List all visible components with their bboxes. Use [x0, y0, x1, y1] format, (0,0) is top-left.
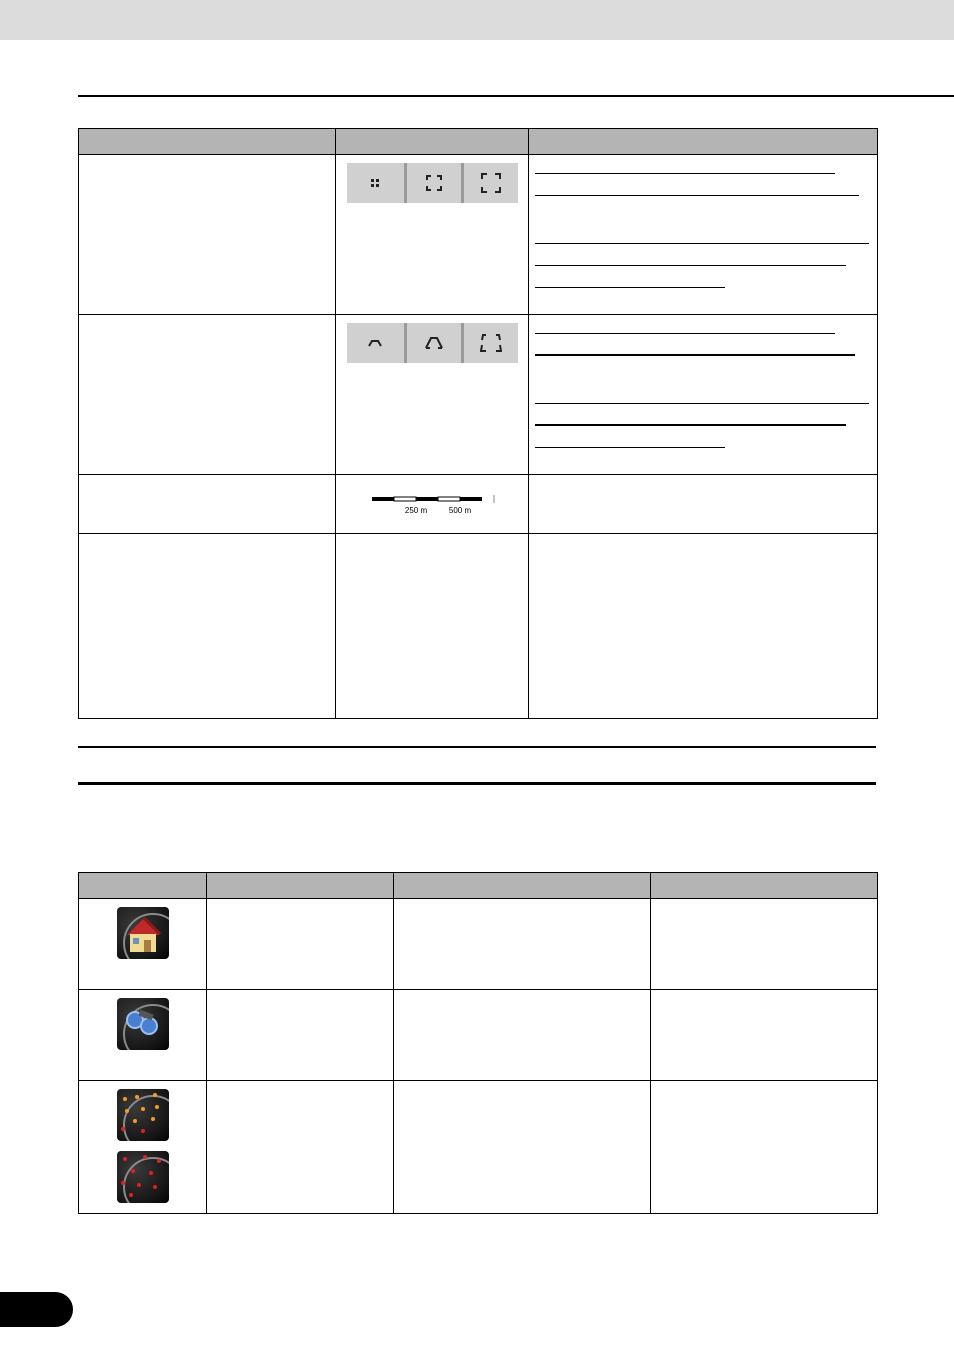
table-cell: [207, 899, 394, 990]
scale-label: 500 m: [448, 506, 472, 515]
table-cell: [651, 1081, 878, 1214]
house-icon: [117, 907, 169, 959]
table-row: [79, 899, 878, 990]
table-cell: [207, 990, 394, 1081]
table-cell: [529, 155, 878, 315]
tilt-high-button[interactable]: [461, 323, 518, 363]
text-line: [529, 385, 877, 407]
table-cell: [79, 315, 336, 475]
text-line: [529, 177, 877, 199]
text-line: [529, 247, 877, 269]
text-line: [529, 337, 877, 359]
zoom-min-icon: [368, 176, 382, 190]
table-header-row: [79, 129, 878, 155]
table-row-scale: [79, 475, 878, 534]
header-cell: [79, 129, 336, 155]
tilt-high-icon: [480, 333, 502, 353]
table-cell: [336, 534, 529, 719]
table-row-zoom: [79, 155, 878, 315]
header-cell: [394, 873, 651, 899]
satellite-dish-icon: [117, 998, 169, 1050]
table-cell: [79, 475, 336, 534]
tilt-low-button[interactable]: [347, 323, 404, 363]
table-cell: [651, 899, 878, 990]
header-cell: [79, 873, 207, 899]
header-cell: [651, 873, 878, 899]
table-cell: [336, 475, 529, 534]
table-cell: [394, 1081, 651, 1214]
tilt-preset-buttons: [347, 323, 518, 363]
zoom-preset-buttons: [347, 163, 518, 203]
table-row-blank: [79, 534, 878, 719]
text-line: [529, 315, 877, 337]
text-line: [529, 269, 877, 291]
tilt-low-icon: [366, 336, 384, 350]
table-cell: [529, 534, 878, 719]
table-cell: [336, 315, 529, 475]
table-header-row: [79, 873, 878, 899]
gps-status-table: [78, 872, 878, 1214]
header-cell: [336, 129, 529, 155]
text-line: [529, 225, 877, 247]
tilt-mid-button[interactable]: [404, 323, 461, 363]
tilt-mid-icon: [424, 335, 444, 351]
zoom-mid-icon: [425, 174, 443, 192]
page-number-tab: [0, 1292, 73, 1327]
table-row: [79, 990, 878, 1081]
header-cell: [207, 873, 394, 899]
scale-label: 250 m: [404, 506, 428, 515]
zoom-mid-button[interactable]: [404, 163, 461, 203]
header-cell: [529, 129, 878, 155]
text-line: [529, 429, 877, 451]
table-cell: [529, 475, 878, 534]
table-cell: [651, 990, 878, 1081]
top-banner: [0, 0, 954, 40]
section-rule: [78, 782, 876, 785]
table-cell: [79, 155, 336, 315]
zoom-min-button[interactable]: [347, 163, 404, 203]
table-cell: [529, 315, 878, 475]
table-cell: [207, 1081, 394, 1214]
satellite-red-dots-icon: [117, 1151, 169, 1203]
zoom-max-button[interactable]: [461, 163, 518, 203]
table-cell: [79, 899, 207, 990]
table-cell: [394, 899, 651, 990]
table-row: [79, 1081, 878, 1214]
table-cell: [79, 1081, 207, 1214]
section-rule: [78, 746, 876, 748]
table-cell: [394, 990, 651, 1081]
map-controls-table: [78, 128, 878, 719]
satellite-orange-dots-icon: [117, 1089, 169, 1141]
section-rule-top: [78, 95, 954, 97]
text-line: [529, 407, 877, 429]
text-line: [529, 155, 877, 177]
table-row-tilt: [79, 315, 878, 475]
table-cell: [79, 534, 336, 719]
table-cell: [336, 155, 529, 315]
table-cell: [79, 990, 207, 1081]
zoom-max-icon: [480, 172, 502, 194]
map-scale-bar: [367, 493, 497, 517]
